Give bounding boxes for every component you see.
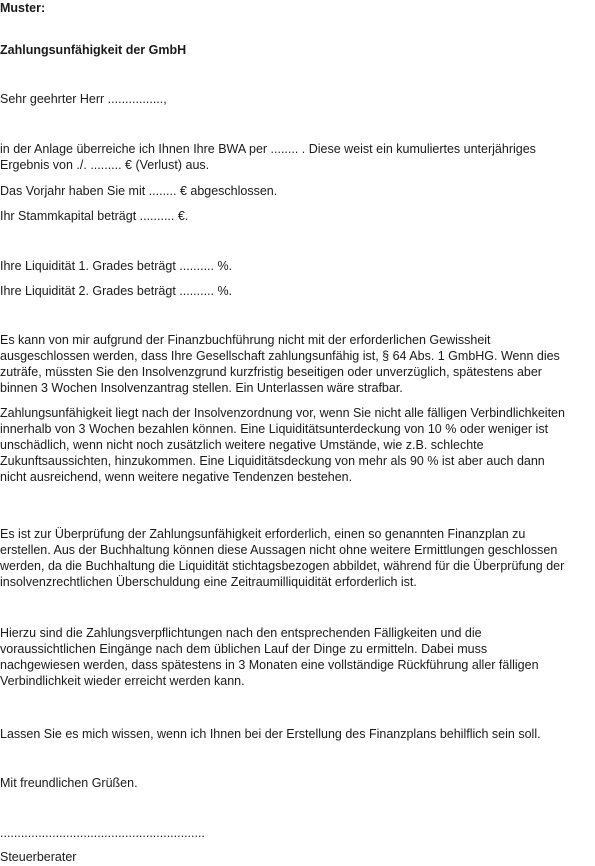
salutation: Sehr geehrter Herr ................, [0, 92, 167, 106]
paragraph-hilfe: Lassen Sie es mich wissen, wenn ich Ihnen bei der Erstellung des Finanzplans behilflich sein soll. [0, 727, 541, 741]
signature-role: Steuerberater [0, 850, 77, 864]
paragraph-insolvenzordnung: Zahlungsunfähigkeit liegt nach der Insolvenzordnung vor, wenn Sie nicht alle fälligen Verbindlichkeiten innerhalb von 3 Wochen bezahlen können. Eine Liquiditätsunterdeckung von 10 % oder weniger ist unschädlich, wenn nicht noch zusätzlich weitere negative Umstände, wie z.B. schlechte Zukunftsaussichten, hinzukommen. Eine Liquiditätsdeckung von mehr als 90 % ist aber auch dann nicht ausreichend, wenn weitere negative Tendenzen bestehen. [0, 406, 565, 484]
paragraph-vorjahr: Das Vorjahr haben Sie mit ........ € abgeschlossen. [0, 184, 278, 198]
closing-greeting: Mit freundlichen Grüßen. [0, 776, 138, 790]
paragraph-stammkapital: Ihr Stammkapital beträgt .......... €. [0, 209, 189, 223]
paragraph-bwa: in der Anlage überreiche ich Ihnen Ihre BWA per ........ . Diese weist ein kumuliertes unterjähriges Ergebnis von ./. ......... € (Verlust) aus. [0, 142, 536, 172]
paragraph-zahlungsverpflichtungen: Hierzu sind die Zahlungsverpflichtungen nach den entsprechenden Fälligkeiten und die voraussichtlichen Eingänge nach dem üblichen Lauf der Dinge zu ermitteln. Dabei muss nachgewiesen werden, dass spätestens in 3 Monaten eine vollständige Rückführung aller fälligen Verbindlichkeit wieder erreicht werden kann. [0, 626, 539, 688]
paragraph-finanzplan: Es ist zur Überprüfung der Zahlungsunfähigkeit erforderlich, einen so genannten Finanzplan zu erstellen. Aus der Buchhaltung können diese Aussagen nicht ohne weitere Ermittlungen geschlossen werden, da die Buchhaltung die Liquidität stichtagsbezogen abbildet, während für die Überprüfung der insolvenzrechtlichen Überschuldung eine Zeitraumilliquidität erforderlich ist. [0, 527, 565, 589]
document-title: Zahlungsunfähigkeit der GmbH [0, 43, 187, 57]
paragraph-liquiditaet-2: Ihre Liquidität 2. Grades beträgt .......... %. [0, 284, 233, 298]
paragraph-gewissheit: Es kann von mir aufgrund der Finanzbuchführung nicht mit der erforderlichen Gewissheit ausgeschlossen werden, dass Ihre Gesellschaft zahlungsunfähig ist, § 64 Abs. 1 GmbHG. Wenn dies zuträfe, müssten Sie den Insolvenzgrund kurzfristig beseitigen oder unverzüglich, spätestens aber binnen 3 Wochen Insolvenzantrag stellen. Ein Unterlassen wäre strafbar. [0, 333, 560, 395]
signature-line: ........................................................... [0, 826, 205, 840]
paragraph-liquiditaet-1: Ihre Liquidität 1. Grades beträgt .......... %. [0, 259, 233, 273]
label-muster: Muster: [0, 1, 46, 15]
